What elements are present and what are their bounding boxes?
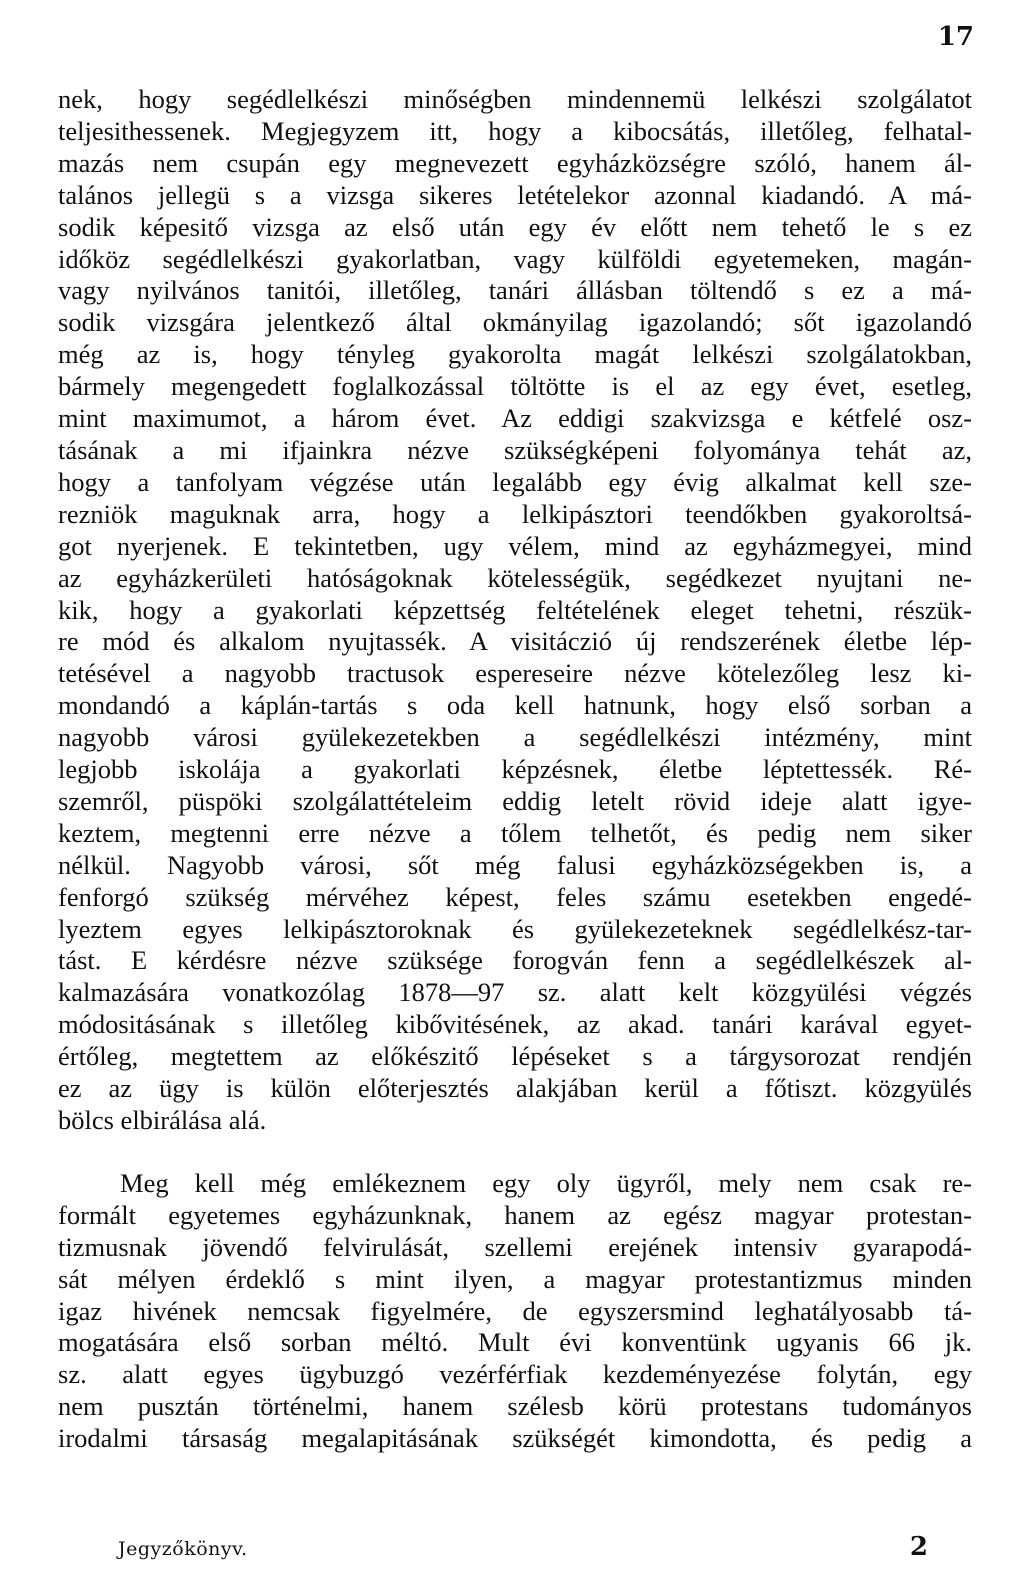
text-line: got nyerjenek. E tekintetben, ugy vélem, mind az egyházmegyei, mind xyxy=(58,530,972,561)
text-line: kik, hogy a gyakorlati képzettség feltételének eleget tehetni, részük- xyxy=(58,594,972,625)
text-line: sodik képesitő vizsga az első után egy év előtt nem tehető le s ez xyxy=(58,211,972,242)
text-line: irodalmi társaság megalapitásának szükségét kimondotta, és pedig a xyxy=(58,1423,972,1454)
text-line: sz. alatt egyes ügybuzgó vezérférfiak kezdeményezése folytán, egy xyxy=(58,1359,972,1390)
text-line: kalmazására vonatkozólag 1878—97 sz. alatt kelt közgyülési végzés xyxy=(58,977,972,1008)
text-line: még az is, hogy tényleg gyakorolta magát lelkészi szolgálatokban, xyxy=(58,339,972,370)
text-line: igaz hivének nemcsak figyelmére, de egyszersmind leghatályosabb tá- xyxy=(58,1295,972,1326)
text-line: Meg kell még emlékeznem egy oly ügyről, mely nem csak re- xyxy=(120,1167,972,1198)
text-line: időköz segédlelkészi gyakorlatban, vagy külföldi egyetemeken, magán- xyxy=(58,243,972,274)
paragraph-2 xyxy=(58,1168,972,1455)
text-line: tizmusnak jövendő felvirulását, szellemi erejének intensiv gyarapodá- xyxy=(58,1231,972,1262)
text-line: formált egyetemes egyházunknak, hanem az egész magyar protestan- xyxy=(58,1199,972,1230)
text-line: az egyházkerületi hatóságoknak kötelességük, segédkezet nyujtani ne- xyxy=(58,562,972,593)
text-line: mint maximumot, a három évet. Az eddigi szakvizsga e kétfelé osz- xyxy=(58,403,972,434)
text-line: tetésével a nagyobb tractusok espereseire nézve kötelezőleg lesz ki- xyxy=(58,658,972,689)
text-line: teljesithessenek. Megjegyzem itt, hogy a kibocsátás, illetőleg, felhatal- xyxy=(58,115,972,146)
page-footer xyxy=(118,1532,928,1562)
sheet-number: 2 xyxy=(909,1532,928,1562)
text-line: lyeztem egyes lelkipásztoroknak és gyülekezeteknek segédlelkész-tar- xyxy=(58,913,972,944)
text-line: keztem, megtenni erre nézve a tőlem telhetőt, és pedig nem siker xyxy=(58,817,972,848)
text-line: értőleg, megtettem az előkészitő lépéseket s a tárgysorozat rendjén xyxy=(58,1041,972,1072)
text-line: nek, hogy segédlelkészi minőségben mindennemü lelkészi szolgálatot xyxy=(58,84,972,114)
text-line: tást. E kérdésre nézve szüksége forogván fenn a segédlelkészek al- xyxy=(58,945,972,976)
text-line: mondandó a káplán-tartás s oda kell hatnunk, hogy első sorban a xyxy=(58,690,972,721)
text-line: módositásának s illetőleg kibővitésének, az akad. tanári karával egyet- xyxy=(58,1009,972,1040)
text-line: rezniök maguknak arra, hogy a lelkipásztori teendőkben gyakoroltsá- xyxy=(58,498,972,529)
text-line: legjobb iskolája a gyakorlati képzésnek, életbe léptettessék. Ré- xyxy=(58,754,972,785)
paragraph-1 xyxy=(58,84,972,1137)
text-line: bármely megengedett foglalkozással töltötte is el az egy évet, esetleg, xyxy=(58,371,972,402)
text-line: ez az ügy is külön előterjesztés alakjában kerül a főtiszt. közgyülés xyxy=(58,1073,972,1104)
signature-mark: Jegyzőkönyv. xyxy=(118,1538,248,1560)
text-line: talános jellegü s a vizsga sikeres letételekor azonnal kiadandó. A má- xyxy=(58,179,972,210)
text-line: sodik vizsgára jelentkező által okmányilag igazolandó; sőt igazolandó xyxy=(58,307,972,338)
text-line: szemről, püspöki szolgálattételeim eddig letelt rövid ideje alatt igye- xyxy=(58,785,972,816)
text-line: fenforgó szükség mérvéhez képest, feles számu esetekben engedé- xyxy=(58,881,972,912)
paragraph-gap xyxy=(58,1137,972,1168)
text-line: nem pusztán történelmi, hanem szélesb körü protestans tudományos xyxy=(58,1391,972,1422)
text-line: hogy a tanfolyam végzése után legalább egy évig alkalmat kell sze- xyxy=(58,466,972,497)
text-line: nagyobb városi gyülekezetekben a segédlelkészi intézmény, mint xyxy=(58,722,972,753)
text-line: re mód és alkalom nyujtassék. A visitáczió új rendszerének életbe lép- xyxy=(58,626,972,657)
body-text xyxy=(58,84,972,1455)
text-line: sát mélyen érdeklő s mint ilyen, a magyar protestantizmus minden xyxy=(58,1263,972,1294)
page-number: 17 xyxy=(937,22,974,52)
text-line: tásának a mi ifjainkra nézve szükségképeni folyománya tehát az, xyxy=(58,434,972,465)
text-line: vagy nyilvános tanitói, illetőleg, tanári állásban töltendő s ez a má- xyxy=(58,275,972,306)
text-line: mogatására első sorban méltó. Mult évi konventünk ugyanis 66 jk. xyxy=(58,1327,972,1358)
text-line: bölcs elbirálása alá. xyxy=(58,1105,267,1135)
text-line: nélkül. Nagyobb városi, sőt még falusi egyházközségekben is, a xyxy=(58,849,972,880)
text-line: mazás nem csupán egy megnevezett egyházközségre szóló, hanem ál- xyxy=(58,147,972,178)
